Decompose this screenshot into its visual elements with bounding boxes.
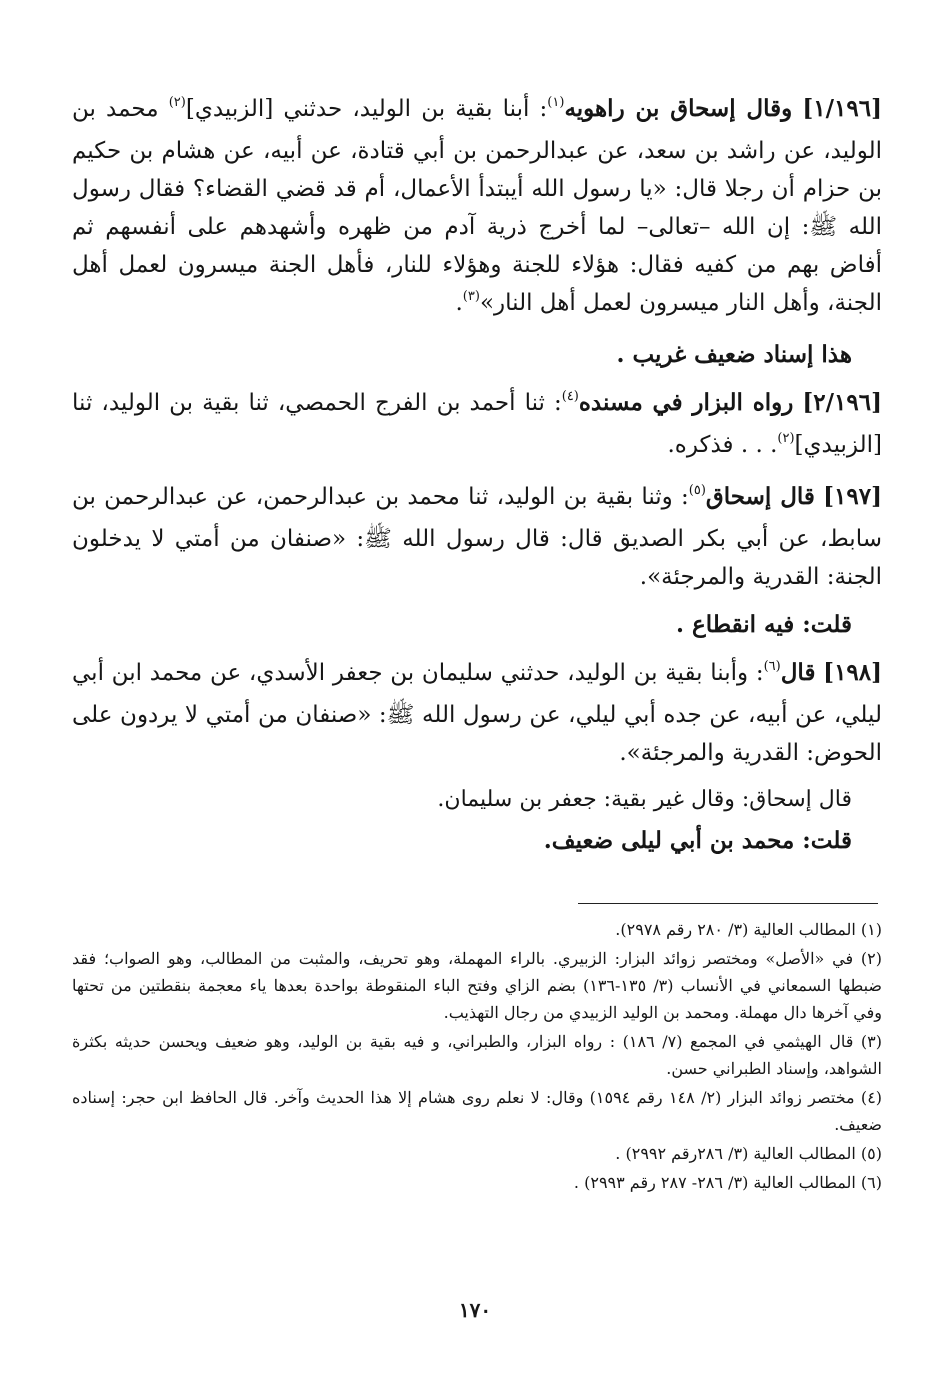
footnote-4: (٤) مختصر زوائد البزار (٢/ ١٤٨ رقم ١٥٩٤) وقال: لا نعلم روى هشام إلا هذا الحديث وآخر. قال الحافظ ابن حجر: إسناده ضعيف. bbox=[72, 1088, 883, 1134]
hadith-number: [٢/١٩٦] bbox=[802, 389, 882, 416]
footnote-ref[interactable]: (٣) bbox=[462, 289, 480, 304]
main-text bbox=[72, 90, 882, 870]
hadith-text: : وأبنا بقية بن الوليد، حدثني سليمان بن جعفر الأسدي، عن محمد ابن أبي ليلي، عن أبيه، عن جده أبي ليلي، عن رسول الله ﷺ: «صنفان من أمتي لا يردون على الحوض: القدرية والمرجئة». bbox=[72, 660, 882, 766]
hadith-heading: رواه البزار في مسنده bbox=[578, 389, 794, 416]
hadith-number: [١٩٨] bbox=[823, 659, 883, 686]
footnote-ref[interactable]: (٦) bbox=[763, 659, 781, 674]
hadith-text-continued: محمد بن الوليد، عن راشد بن سعد، عن عبدالرحمن بن أبي قتادة، عن أبيه، عن هشام بن حكيم بن حزام أن رجلا قال: «يا رسول الله أيبتدأ الأعمال، أم قد قضي القضاء؟ فقال رسول الله ﷺ: إن الله –تعالى– لما أخرج ذرية آدم من ظهره وأشهدهم على أنفسهم ثم أفاض بهم من كفيه فقال: هؤلاء للجنة وهؤلاء للنار، فأهل الجنة ميسرون لعمل أهل الجنة، وأهل النار ميسرون لعمل أهل النار» bbox=[72, 96, 882, 316]
page-number: ١٧٠ bbox=[458, 1298, 492, 1322]
footnote-ref[interactable]: (٤) bbox=[561, 389, 579, 404]
hadith-heading: قال bbox=[780, 659, 816, 686]
ishaq-remark: قال إسحاق: وقال غير بقية: جعفر بن سليمان. bbox=[437, 787, 852, 812]
hadith-paragraph-198 bbox=[72, 654, 882, 772]
footnote-3: (٣) قال الهيثمي في المجمع (٧/ ١٨٦) : رواه البزار، والطبراني، و فيه بقية بن الوليد، وهو ضعيف ويحسن حديثه بكثرة الشواهد، وإسناد الطبراني حسن. bbox=[72, 1032, 882, 1078]
footnote-5: (٥) المطالب العالية (٣/ ٢٨٦رقم ٢٩٩٢) . bbox=[615, 1144, 882, 1163]
hadith-paragraph-197 bbox=[72, 478, 882, 596]
isnad-grading-note: هذا إسناد ضعيف غريب . bbox=[616, 341, 852, 368]
hadith-text: : ثنا أحمد بن الفرج الحمصي، ثنا بقية بن الوليد، ثنا [الزبيدي] bbox=[72, 390, 882, 458]
footnote-divider bbox=[578, 903, 878, 904]
footnotes-section bbox=[72, 916, 882, 1198]
footnote-1: (١) المطالب العالية (٣/ ٢٨٠ رقم ٢٩٧٨). bbox=[615, 920, 882, 939]
hadith-end: . bbox=[455, 290, 463, 316]
hadith-text: : أبنا بقية بن الوليد، حدثني [الزبيدي] bbox=[185, 96, 548, 122]
hadith-text-continued: . . . فذكره. bbox=[667, 432, 778, 458]
hadith-heading: وقال إسحاق بن راهويه bbox=[564, 95, 793, 122]
footnote-6: (٦) المطالب العالية (٣/ ٢٨٦- ٢٨٧ رقم ٢٩٩٣) . bbox=[573, 1173, 882, 1192]
footnote-ref[interactable]: (٢) bbox=[168, 95, 186, 110]
hadith-paragraph-1961 bbox=[72, 90, 882, 326]
footnote-ref[interactable]: (٥) bbox=[688, 483, 706, 498]
footnote-2: (٢) في «الأصل» ومختصر زوائد البزار: الزبيري. بالراء المهملة، وهو تحريف، والمثبت من المطالب، وهو الصواب؛ فقد ضبطها السمعاني في الأنساب (٣/ ١٣٥-١٣٦) بضم الزاي وفتح الباء المنقوطة بواحدة بعدها ياء معجمة بنقطتين من تحتها وفي آخرها دال مهملة. ومحمد بن الوليد الزبيدي من رجال التهذيب. bbox=[72, 949, 883, 1022]
hadith-text: : وثنا بقية بن الوليد، ثنا محمد بن عبدالرحمن، عن عبدالرحمن بن سابط، عن أبي بكر الصديق قال: قال رسول الله ﷺ: «صنفان من أمتي لا يدخلون الجنة: القدرية والمرجئة». bbox=[72, 484, 882, 590]
commentary-note: قلت: فيه انقطاع . bbox=[675, 611, 852, 638]
hadith-number: [١٩٧] bbox=[823, 483, 882, 510]
hadith-number: [١/١٩٦] bbox=[802, 95, 882, 122]
hadith-paragraph-1962 bbox=[72, 384, 882, 468]
footnote-ref[interactable]: (١) bbox=[547, 95, 565, 110]
final-commentary-note: قلت: محمد بن أبي ليلى ضعيف. bbox=[543, 827, 852, 854]
footnote-ref[interactable]: (٢) bbox=[777, 431, 795, 446]
hadith-heading: قال إسحاق bbox=[705, 483, 815, 510]
